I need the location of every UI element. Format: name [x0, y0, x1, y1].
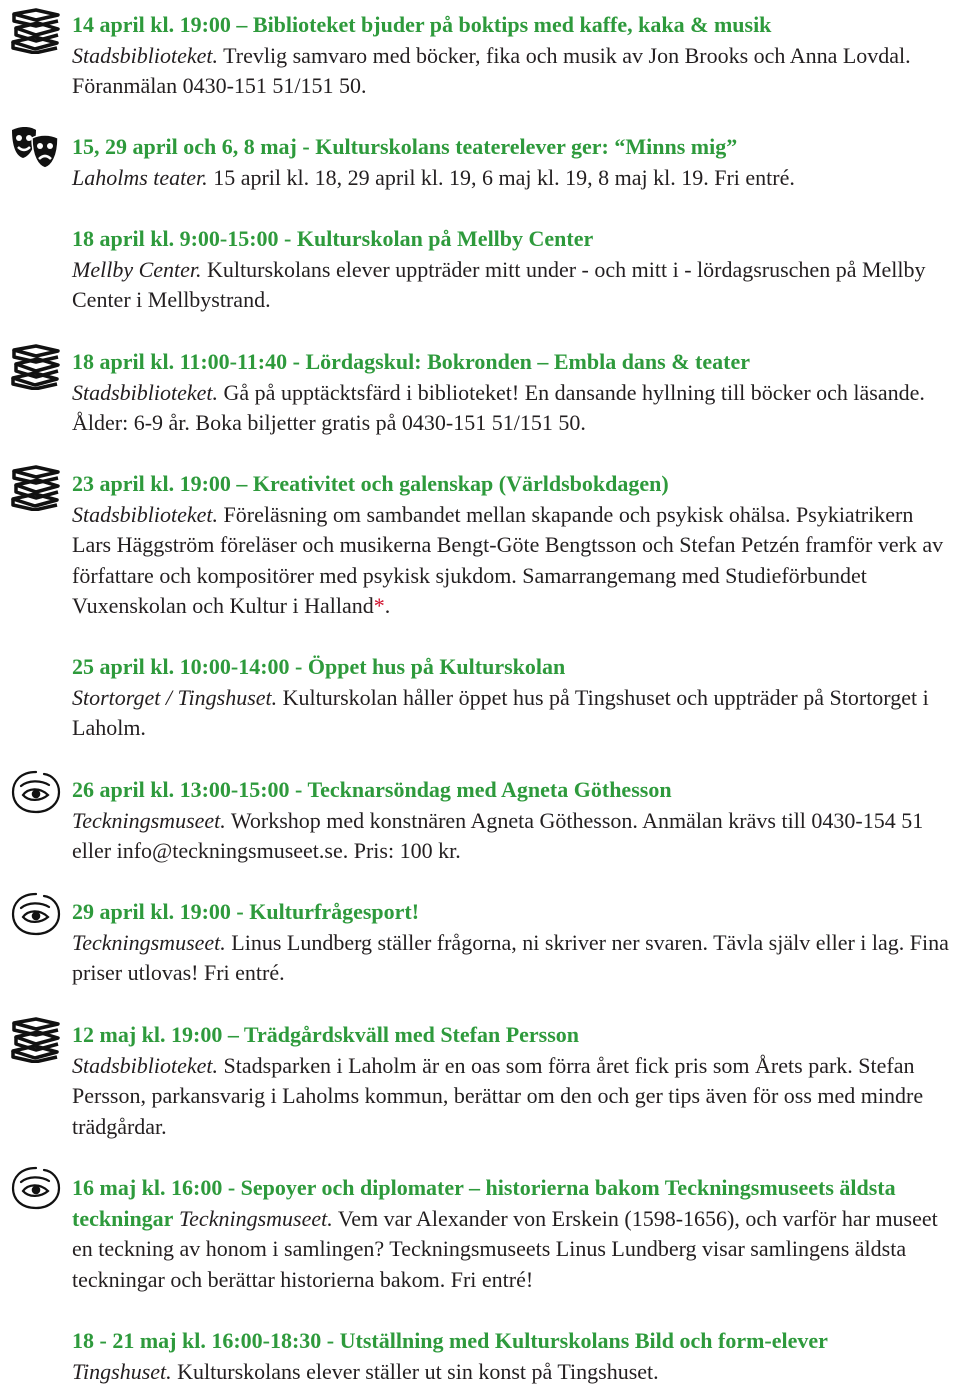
event-body [72, 41, 957, 102]
event-venue: Laholms teater. [72, 164, 208, 190]
event-venue: Mellby Center. [72, 256, 202, 282]
event-item [72, 347, 957, 439]
event-description: Trevlig samvaro med böcker, fika och musik av Jon Brooks och Anna Lovdal. Föranmälan 0430-151 51/151 50. [72, 42, 911, 99]
event-body [72, 1357, 957, 1387]
event-venue: Stortorget / Tingshuset. [72, 684, 278, 710]
event-item [72, 775, 957, 867]
books-icon [10, 6, 62, 54]
event-venue: Stadsbiblioteket. [72, 501, 219, 527]
event-heading: 26 april kl. 13:00-15:00 - Tecknarsöndag med Agneta Göthesson [72, 777, 672, 802]
event-item [72, 224, 957, 316]
event-body [72, 928, 957, 989]
event-description: Linus Lundberg ställer frågorna, ni skriver ner svaren. Tävla själv eller i lag. Fina priser utlovas! Fri entré. [72, 929, 949, 986]
eye-sketch-icon [10, 1164, 62, 1212]
event-heading: 18 - 21 maj kl. 16:00-18:30 - Utställning med Kulturskolans Bild och form-elever [72, 1328, 828, 1353]
event-description: Kulturskolans elever ställer ut sin konst på Tingshuset. [171, 1358, 659, 1384]
event-item [72, 652, 957, 744]
event-heading: 14 april kl. 19:00 – Biblioteket bjuder på boktips med kaffe, kaka & musik [72, 12, 772, 37]
event-description: Vem var Alexander von Erskein (1598-1656), och varför har museet en teckning av honom i samlingen? Teckningsmuseets Linus Lundberg visar samlingens äldsta teckningar och berättar historierna bakom. Fri entré! [72, 1205, 938, 1292]
event-heading: 25 april kl. 10:00-14:00 - Öppet hus på Kulturskolan [72, 654, 566, 679]
asterisk-mark: * [373, 593, 385, 619]
event-body [72, 255, 957, 316]
eye-sketch-icon [10, 768, 62, 816]
event-description: Kulturskolan håller öppet hus på Tingshuset och uppträder på Stortorget i Laholm. [72, 684, 929, 741]
event-item [72, 897, 957, 989]
eye-sketch-icon [10, 890, 62, 938]
books-icon [10, 1015, 62, 1063]
event-heading: 18 april kl. 11:00-11:40 - Lördagskul: Bokronden – Embla dans & teater [72, 349, 750, 374]
event-body [72, 1051, 957, 1143]
event-body [72, 500, 957, 622]
event-venue: Teckningsmuseet. [173, 1205, 333, 1231]
event-body [72, 683, 957, 744]
event-venue: Stadsbiblioteket. [72, 42, 219, 68]
event-description: Kulturskolans elever uppträder mitt under - och mitt i - lördagsruschen på Mellby Center i Mellbystrand. [72, 256, 926, 313]
event-heading: 23 april kl. 19:00 – Kreativitet och galenskap (Världsbokdagen) [72, 471, 669, 496]
books-icon [10, 342, 62, 390]
theatre-masks-icon [10, 124, 62, 172]
event-body [72, 163, 957, 194]
event-body [72, 806, 957, 867]
event-item [72, 1173, 957, 1295]
event-venue: Stadsbiblioteket. [72, 1052, 219, 1078]
event-description: 15 april kl. 18, 29 april kl. 19, 6 maj kl. 19, 8 maj kl. 19. Fri entré. [207, 164, 795, 190]
event-heading: 18 april kl. 9:00-15:00 - Kulturskolan på Mellby Center [72, 226, 594, 251]
event-heading: 12 maj kl. 19:00 – Trädgårdskväll med Stefan Persson [72, 1022, 580, 1047]
event-body [72, 378, 957, 439]
event-item [72, 10, 957, 102]
event-description: Föreläsning om sambandet mellan skapande och psykisk ohälsa. Psykiatrikern Lars Häggström föreläser och musikerna Bengt-Göte Bengtsson och Stefan Petzén framför verk av författare och kompositörer med psykisk sjukdom. Samarrangemang med Studieförbundet Vuxenskolan och Kultur i Halland [72, 501, 944, 619]
event-venue: Tingshuset. [72, 1358, 172, 1384]
event-item [72, 1326, 957, 1387]
event-item [72, 1020, 957, 1142]
event-venue: Teckningsmuseet. [72, 807, 226, 833]
event-item [72, 132, 957, 193]
event-description-tail: . [384, 593, 391, 619]
event-item [72, 469, 957, 622]
event-description: Workshop med konstnären Agneta Göthesson. Anmälan krävs till 0430-154 51 eller info@teckningsmuseet.se. Pris: 100 kr. [72, 807, 924, 864]
event-heading: 16 maj kl. 16:00 - Sepoyer och diplomater – historierna bakom Teckningsmuseets äldsta teckningar [72, 1175, 896, 1231]
books-icon [10, 463, 62, 511]
event-venue: Stadsbiblioteket. [72, 379, 219, 405]
event-heading: 15, 29 april och 6, 8 maj - Kulturskolans teaterelever ger: “Minns mig” [72, 134, 738, 159]
event-venue: Teckningsmuseet. [72, 929, 226, 955]
event-description: Gå på upptäcktsfärd i biblioteket! En dansande hyllning till böcker och läsande. Ålder: 6-9 år. Boka biljetter gratis på 0430-151 51/151 50. [72, 379, 925, 436]
event-description: Stadsparken i Laholm är en oas som förra året fick pris som Årets park. Stefan Persson, parkansvarig i Laholms kommun, berättar om den och ger tips även för oss med mindre trädgårdar. [72, 1052, 924, 1139]
event-heading: 29 april kl. 19:00 - Kulturfrågesport! [72, 899, 420, 924]
